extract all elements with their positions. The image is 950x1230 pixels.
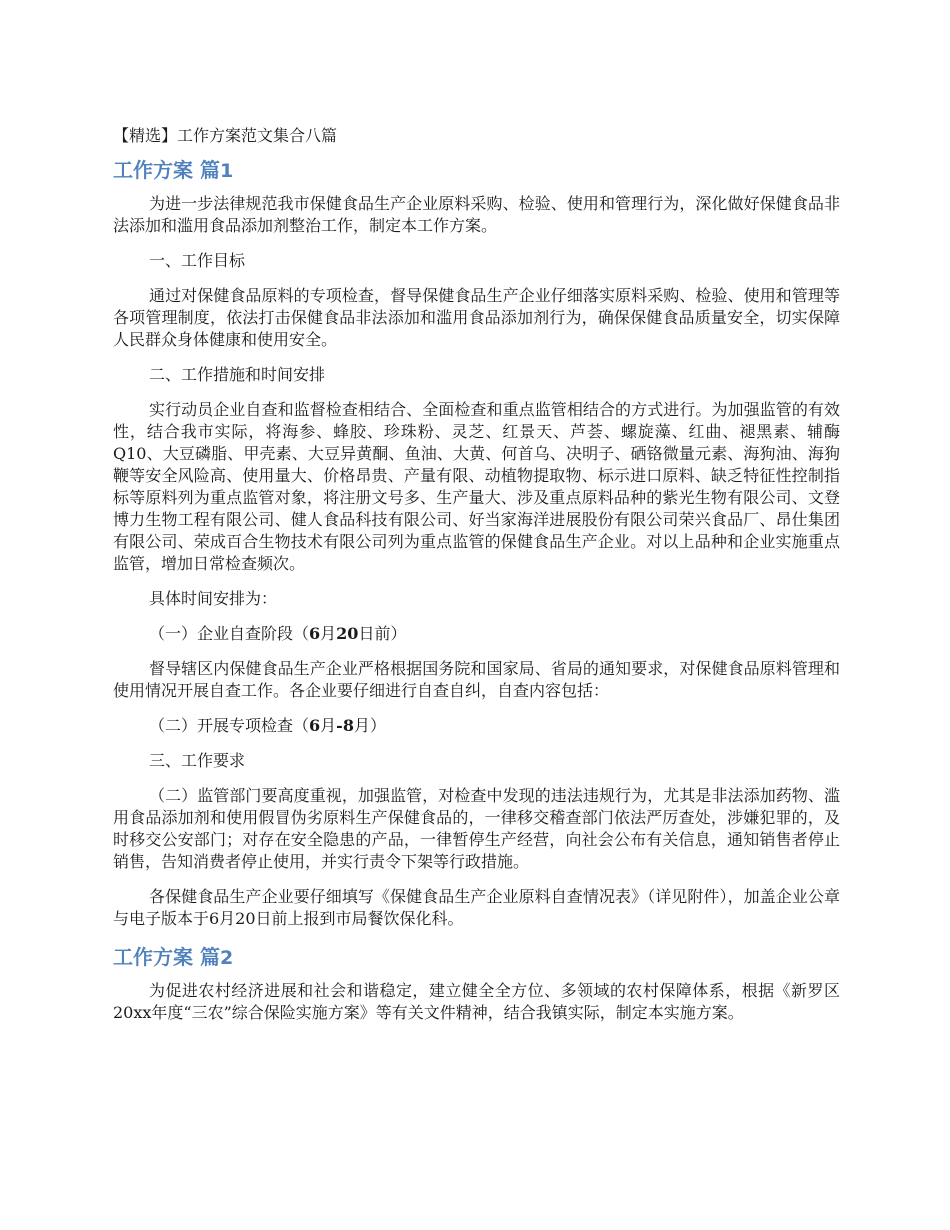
paragraph: （二）监管部门要高度重视，加强监管，对检查中发现的违法违规行为，尤其是非法添加药物、滥用食品添加剂和使用假冒伪劣原料生产保健食品的，一律移交稽查部门依法严厉查处，涉嫌犯罪的，及时移交公安部门；对存在安全隐患的产品，一律暂停生产经营，向社会公布有关信息，通知销售者停止销售，告知消费者停止使用，并实行责令下架等行政措施。: [113, 786, 840, 871]
section-heading-number: 2: [219, 947, 234, 969]
paragraph: 为促进农村经济进展和社会和谐稳定，建立健全全方位、多领域的农村保障体系，根据《新罗区20xx年度“三农”综合保险实施方案》等有关文件精神，结合我镇实际，制定本实施方案。: [113, 981, 840, 1022]
section-heading-text: 工作方案 篇: [113, 158, 220, 182]
stage-month: 6: [309, 624, 321, 643]
stage-day: 20: [336, 624, 359, 643]
stage-month-start: 6: [309, 716, 321, 735]
subheading-goals: 一、工作目标: [149, 251, 246, 270]
stage-month-unit: 月: [320, 716, 337, 735]
section-heading-number: 1: [219, 160, 234, 182]
paragraph: 督导辖区内保健食品生产企业严格根据国务院和国家局、省局的通知要求，对保健食品原料管理和使用情况开展自查工作。各企业要仔细进行自查自纠，自查内容包括：: [113, 659, 840, 700]
document-body: [113, 124, 840, 1037]
stage-suffix: 月）: [353, 716, 386, 735]
section-heading-text: 工作方案 篇: [113, 945, 220, 969]
paragraph: 具体时间安排为：: [149, 589, 278, 608]
section-heading-1: [113, 156, 840, 185]
document-title: 【精选】工作方案范文集合八篇: [113, 126, 338, 145]
schedule-stage-2: [113, 715, 840, 737]
stage-month-unit: 月: [320, 624, 337, 643]
stage-month-end: -8: [336, 716, 354, 735]
paragraph: 为进一步法律规范我市保健食品生产企业原料采购、检验、使用和管理行为，深化做好保健食品非法添加和滥用食品添加剂整治工作，制定本工作方案。: [113, 194, 840, 235]
paragraph: 通过对保健食品原料的专项检查，督导保健食品生产企业仔细落实原料采购、检验、使用和管理等各项管理制度，依法打击保健食品非法添加和滥用食品添加剂行为，确保保健食品质量安全，切实保障人民群众身体健康和使用安全。: [113, 286, 840, 349]
schedule-stage-1: [113, 623, 840, 645]
subheading-requirements: 三、工作要求: [149, 751, 246, 770]
stage-suffix: 日前）: [358, 624, 407, 643]
stage-label: （二）开展专项检查（: [149, 716, 310, 735]
paragraph: 各保健食品生产企业要仔细填写《保健食品生产企业原料自查情况表》（详见附件），加盖企业公章与电子版本于6月20日前上报到市局餐饮保化科。: [113, 887, 840, 928]
stage-label: （一）企业自查阶段（: [149, 624, 310, 643]
subheading-measures: 二、工作措施和时间安排: [149, 365, 326, 384]
section-heading-2: [113, 943, 840, 972]
paragraph: 实行动员企业自查和监督检查相结合、全面检查和重点监管相结合的方式进行。为加强监管的有效性，结合我市实际，将海参、蜂胶、珍珠粉、灵芝、红景天、芦荟、螺旋藻、红曲、褪黑素、辅酶Q10、大豆磷脂、甲壳素、大豆异黄酮、鱼油、大黄、何首乌、决明子、硒铬微量元素、海狗油、海狗鞭等安全风险高、使用量大、价格昂贵、产量有限、动植物提取物、标示进口原料、缺乏特征性控制指标等原料列为重点监管对象，将注册文号多、生产量大、涉及重点原料品种的紫光生物有限公司、文登博力生物工程有限公司、健人食品科技有限公司、好当家海洋进展股份有限公司荣兴食品厂、昂仕集团有限公司、荣成百合生物技术有限公司列为重点监管的保健食品生产企业。对以上品种和企业实施重点监管，增加日常检查频次。: [113, 400, 840, 573]
